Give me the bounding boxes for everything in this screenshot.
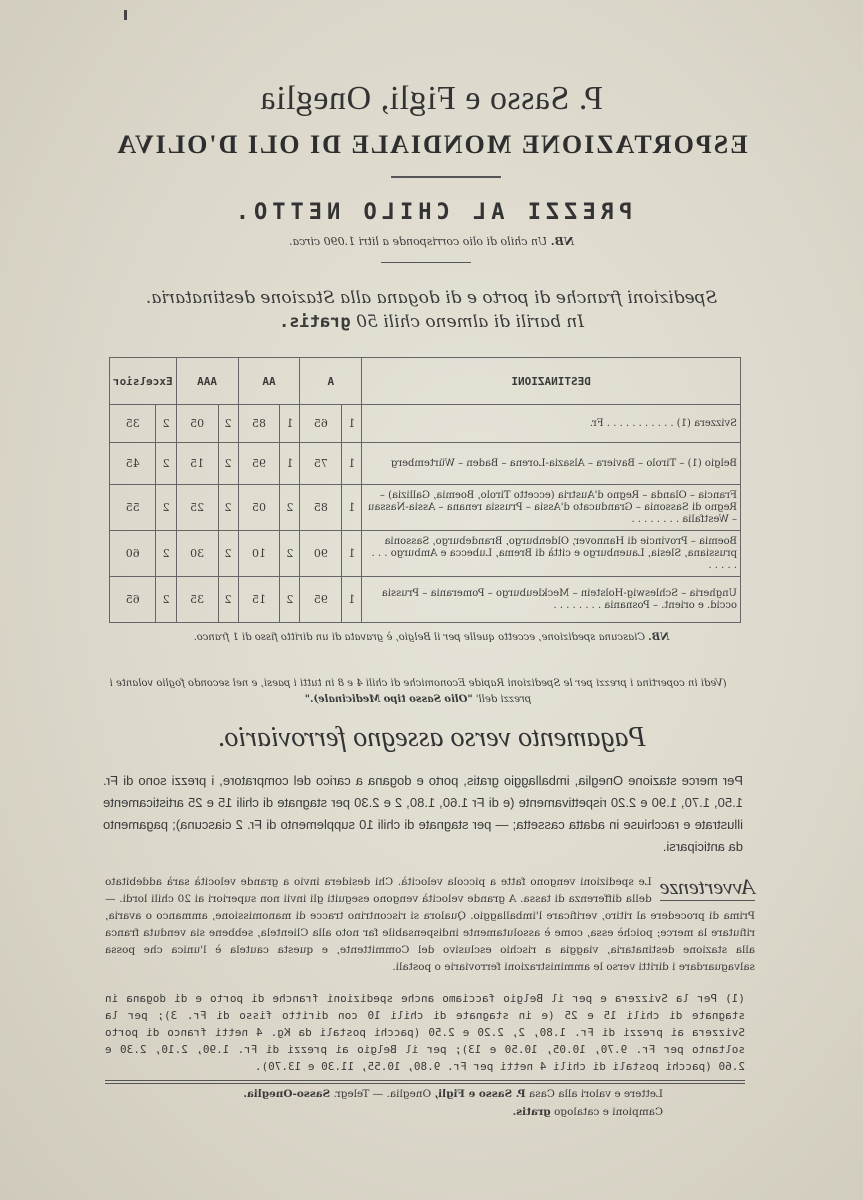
nb2-label: NB. <box>648 632 670 643</box>
col-excelsior: Excelsior <box>110 358 177 405</box>
price-fr: 1 <box>342 531 362 577</box>
price-cent: 30 <box>176 531 218 577</box>
shipping-terms <box>0 286 863 334</box>
price-cent: 75 <box>300 443 342 485</box>
footer-gratis: gratis. <box>512 1106 551 1118</box>
price-cent: 05 <box>176 405 218 443</box>
price-cent: 85 <box>238 405 280 443</box>
subtitle: ESPORTAZIONE MONDIALE DI OLI D'OLIVA <box>115 130 748 159</box>
vedi-bold: "Olio Sasso tipo Medicinale)." <box>304 694 473 705</box>
price-cent: 95 <box>238 443 280 485</box>
price-fr: 2 <box>156 577 176 623</box>
col-destinazioni: DESTINAZIONI <box>362 358 741 405</box>
price-fr: 2 <box>218 443 238 485</box>
shipping-line1: Spedizioni franche di porto e di dogana alla Stazione destinataria. <box>145 288 718 308</box>
price-fr: 2 <box>218 577 238 623</box>
price-fr: 2 <box>156 443 176 485</box>
price-cent: 25 <box>176 485 218 531</box>
price-cent: 10 <box>238 531 280 577</box>
price-fr: 1 <box>342 577 362 623</box>
divider <box>391 176 501 178</box>
footer-line1-mid: Oneglia. — Telegr. <box>333 1088 432 1100</box>
avvertenze-block <box>105 874 755 976</box>
col-a: A <box>300 358 362 405</box>
price-fr: 2 <box>280 577 300 623</box>
price-fr: 2 <box>218 531 238 577</box>
payment-body: Per merce stazione Oneglia, imballaggio gratis, porto e dogana a carico del compratore, i prezzi sono di Fr. 1.50, 1.70, 1.90 e 2.20 rispettivamente (e di Fr 1.60, 1.80, 2 e 2.30 per stagnate di chili 15 e 25 artisticamente illustrate e racchiuse in adatta cassetta; — per stagnate di chili 10 supplemento di Fr. 2 ciascuna); pagamento da anticiparsi. <box>103 773 743 854</box>
shipping-line2 <box>0 310 863 334</box>
price-cent: 65 <box>110 577 156 623</box>
firm-name: P. Sasso e Figli, Oneglia <box>259 80 604 117</box>
divider <box>105 1083 745 1084</box>
avvertenze-body: Le spedizioni vengono fatte a piccola velocità. Chi desidera invio a grande velocità sarà addebitato della differenza di tassa. A grande velocità vengono eseguiti gli invii non superiori ai 20 chili lordi. — Prima di procedere al ritiro, verificare l'imballaggio. Qualora si riscontrino tracce di manomissione, ammanco o avaria, rifiutare la merce; poichè essa, come è assolutamente indispensabile far noto alla Clientela, sebbene sia venduta franca alla stazione destinataria, viaggia a rischio esclusivo del Committente, e questa cautela è l'unica che possa salvaguardare i diritti verso le amministrazioni ferroviarie o postali. <box>105 876 755 973</box>
footer-firm: P. Sasso e Figli, <box>434 1088 526 1100</box>
price-fr: 2 <box>156 531 176 577</box>
dest-cell: Ungheria – Schleswig-Holstein – Meckleuburgo – Pomerania – Prussia occid. e orient. – Posnania . . . . . . . . <box>362 577 741 623</box>
price-fr: 1 <box>342 485 362 531</box>
price-fr: 1 <box>342 443 362 485</box>
dest-cell: Svizzera (1) . . . . . . . . . . . Fr. <box>362 405 741 443</box>
price-fr: 1 <box>280 443 300 485</box>
footer-line1 <box>103 1085 663 1103</box>
footer-line1-prefix: Lettere e valori alla Casa <box>528 1088 663 1100</box>
price-table <box>109 357 741 623</box>
price-fr: 2 <box>280 531 300 577</box>
footer-telegraph: Sasso-Oneglia. <box>243 1088 331 1100</box>
divider <box>381 262 471 263</box>
price-cent: 35 <box>176 577 218 623</box>
footnote: (1) Per la Svizzera e per il Belgio facciamo anche spedizioni franche di porto e di dogana in stagnate di chili 15 e 25 (e in stagnate di chili 10 con diritto fisso di Fr. 3); per la Svizzera ai prezzi di Fr. 1.80, 2, 2.20 e 2.50 (pacchi postali da Kg. 4 netti franco di porto soltanto per Fr. 9.70, 10.05, 10.50 e 13); per il Belgio ai prezzi di Fr. 1.90, 2.10, 2.30 e 2.60 (pacchi postali di chili 4 netti per Fr. 9.80, 10.55, 11.30 e 13.70). <box>105 992 745 1073</box>
prices-title: PREZZI AL CHILO NETTO. <box>230 200 633 225</box>
nb-note-liters <box>0 235 863 248</box>
dest-cell: Boemia – Provincie di Hannover, Oldenburgo, Brandeburgo, Sassonia prussiana, Slesia, Lauenburgo e città di Brema, Lubecca e Amburgo . . . . . . . . <box>362 531 741 577</box>
table-row <box>110 577 741 623</box>
price-fr: 2 <box>156 405 176 443</box>
col-aa: AA <box>238 358 300 405</box>
vedi-text: (Vedi in copertina i prezzi per le Spedizioni Rapide Economiche di chili 4 e 8 in tutti i paesi, e nel secondo foglio volante i prezzi dell' <box>109 678 727 705</box>
footer-line2 <box>103 1103 663 1121</box>
table-row <box>110 405 741 443</box>
table-header-row <box>110 358 741 405</box>
nb-fixed-fee <box>0 632 863 643</box>
table-row <box>110 443 741 485</box>
price-fr: 2 <box>218 405 238 443</box>
footer-line2-prefix: Campioni e catalogo <box>553 1106 663 1118</box>
price-cent: 85 <box>300 485 342 531</box>
price-fr: 1 <box>280 405 300 443</box>
payment-title: Pagamento verso assegno ferroviario. <box>217 722 646 753</box>
price-cent: 15 <box>238 577 280 623</box>
see-cover-note <box>103 676 733 708</box>
price-cent: 45 <box>110 443 156 485</box>
price-fr: 2 <box>156 485 176 531</box>
price-cent: 15 <box>176 443 218 485</box>
nb-label: NB. <box>550 235 574 248</box>
price-fr: 1 <box>342 405 362 443</box>
price-cent: 95 <box>300 577 342 623</box>
price-cent: 35 <box>110 405 156 443</box>
price-cent: 05 <box>238 485 280 531</box>
price-cent: 60 <box>110 531 156 577</box>
price-cent: 55 <box>110 485 156 531</box>
price-fr: 2 <box>280 485 300 531</box>
shipping-line2-text: In barili di almeno chili 50 <box>356 312 584 332</box>
avvertenze-title: Avvertenze <box>659 874 755 899</box>
table-row <box>110 531 741 577</box>
nb-text: Un chilo di olio corrisponde a litri 1.090 circa. <box>289 235 548 248</box>
dest-cell: Francia – Olanda – Regno d'Austria (eccetto Tirolo, Boemia, Gallizia) – Regno di Sassonia – Granducato d'Assia – Prussia renana – Assia-Nassau – Westfalia . . . . . . . . <box>362 485 741 531</box>
shipping-gratis: gratis. <box>279 312 351 332</box>
price-cent: 90 <box>300 531 342 577</box>
footer <box>103 1085 663 1121</box>
price-fr: 2 <box>218 485 238 531</box>
dest-cell: Belgio (1) – Tirolo – Baviera – Alsazia-Lorena – Baden – Würtemberg <box>362 443 741 485</box>
divider <box>105 1080 745 1081</box>
table-row <box>110 485 741 531</box>
col-aaa: AAA <box>176 358 238 405</box>
nb2-text: Ciascuna spedizione, eccetto quelle per il Belgio, è gravata di un diritto fisso di 1 franco. <box>193 632 645 643</box>
price-cent: 65 <box>300 405 342 443</box>
